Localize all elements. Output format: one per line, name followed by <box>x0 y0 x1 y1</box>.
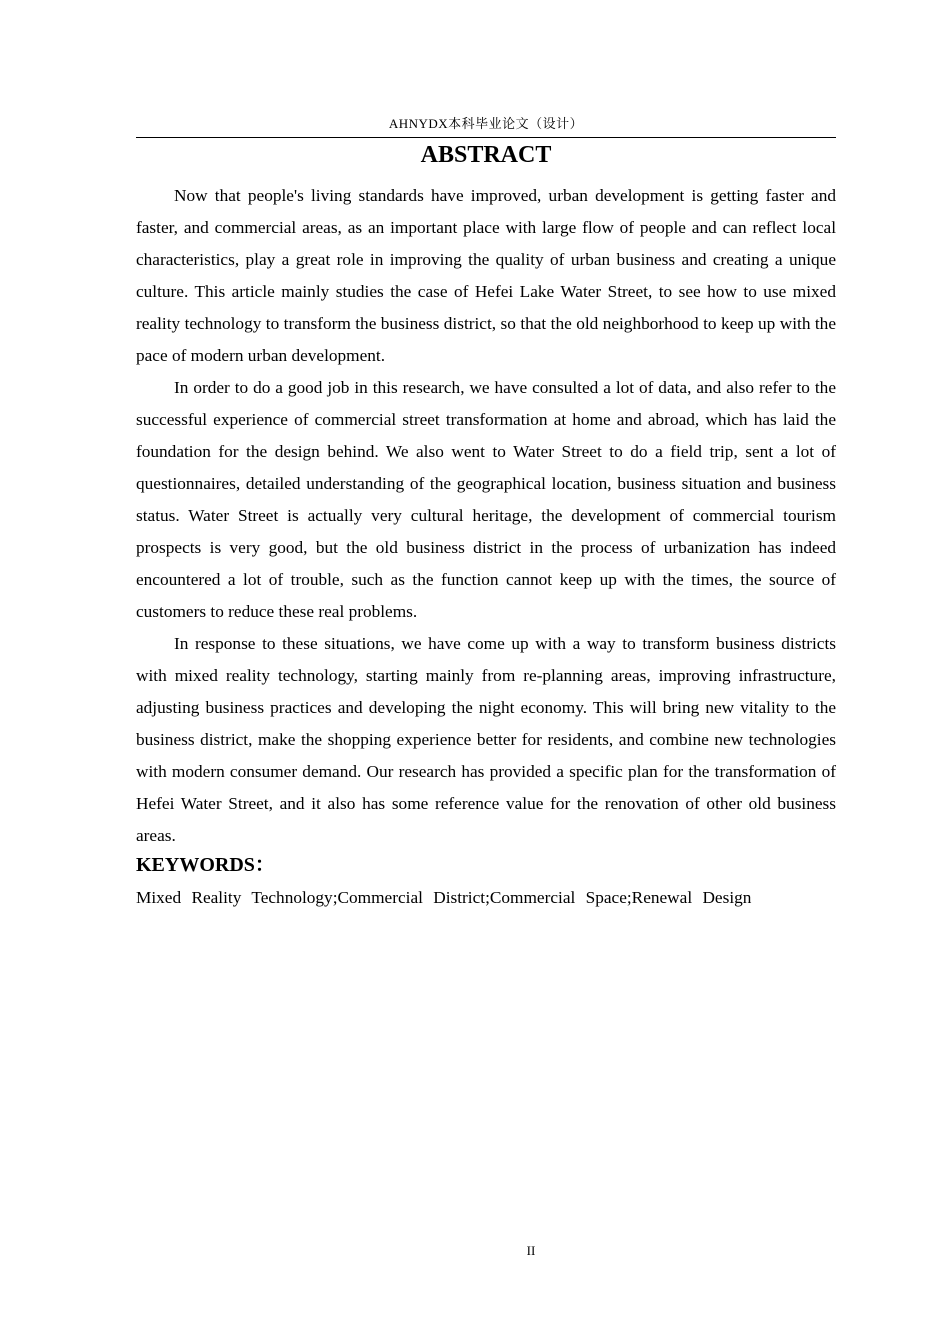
header-rule <box>136 137 836 138</box>
abstract-paragraph-1: Now that people's living standards have improved, urban development is getting faster and faster, and commercial areas, as an important place with large flow of people and can reflect local characteristics, play a great role in improving the quality of urban business and creating a unique culture. This article mainly studies the case of Hefei Lake Water Street, to see how to use mixed reality technology to transform the business district, so that the old neighborhood to keep up with the pace of modern urban development. <box>136 186 836 365</box>
page-title: ABSTRACT <box>420 142 552 168</box>
page-number: II <box>526 1243 536 1258</box>
keywords-list: Mixed Reality Technology;Commercial District;Commercial Space;Renewal Design <box>136 888 752 907</box>
abstract-body <box>136 180 836 852</box>
abstract-paragraph-2: In order to do a good job in this research, we have consulted a lot of data, and also refer to the successful experience of commercial street transformation at home and abroad, which has laid the foundation for the design behind. We also went to Water Street to do a field trip, sent a lot of questionnaires, detailed understanding of the geographical location, business situation and business status. Water Street is actually very cultural heritage, the development of commercial tourism prospects is very good, but the old business district in the process of urbanization has indeed encountered a lot of trouble, such as the function cannot keep up with the times, the source of customers to reduce these real problems. <box>136 378 836 621</box>
keywords-heading: KEYWORDS： <box>136 854 275 876</box>
abstract-paragraph-3: In response to these situations, we have come up with a way to transform business districts with mixed reality technology, starting mainly from re-planning areas, improving infrastructure, adjusting business practices and developing the night economy. This will bring new vitality to the business district, make the shopping experience better for residents, and combine new technologies with modern consumer demand. Our research has provided a specific plan for the transformation of Hefei Water Street, and it also has some reference value for the renovation of other old business areas. <box>136 634 836 845</box>
running-header: AHNYDX本科毕业论文（设计） <box>388 116 584 131</box>
